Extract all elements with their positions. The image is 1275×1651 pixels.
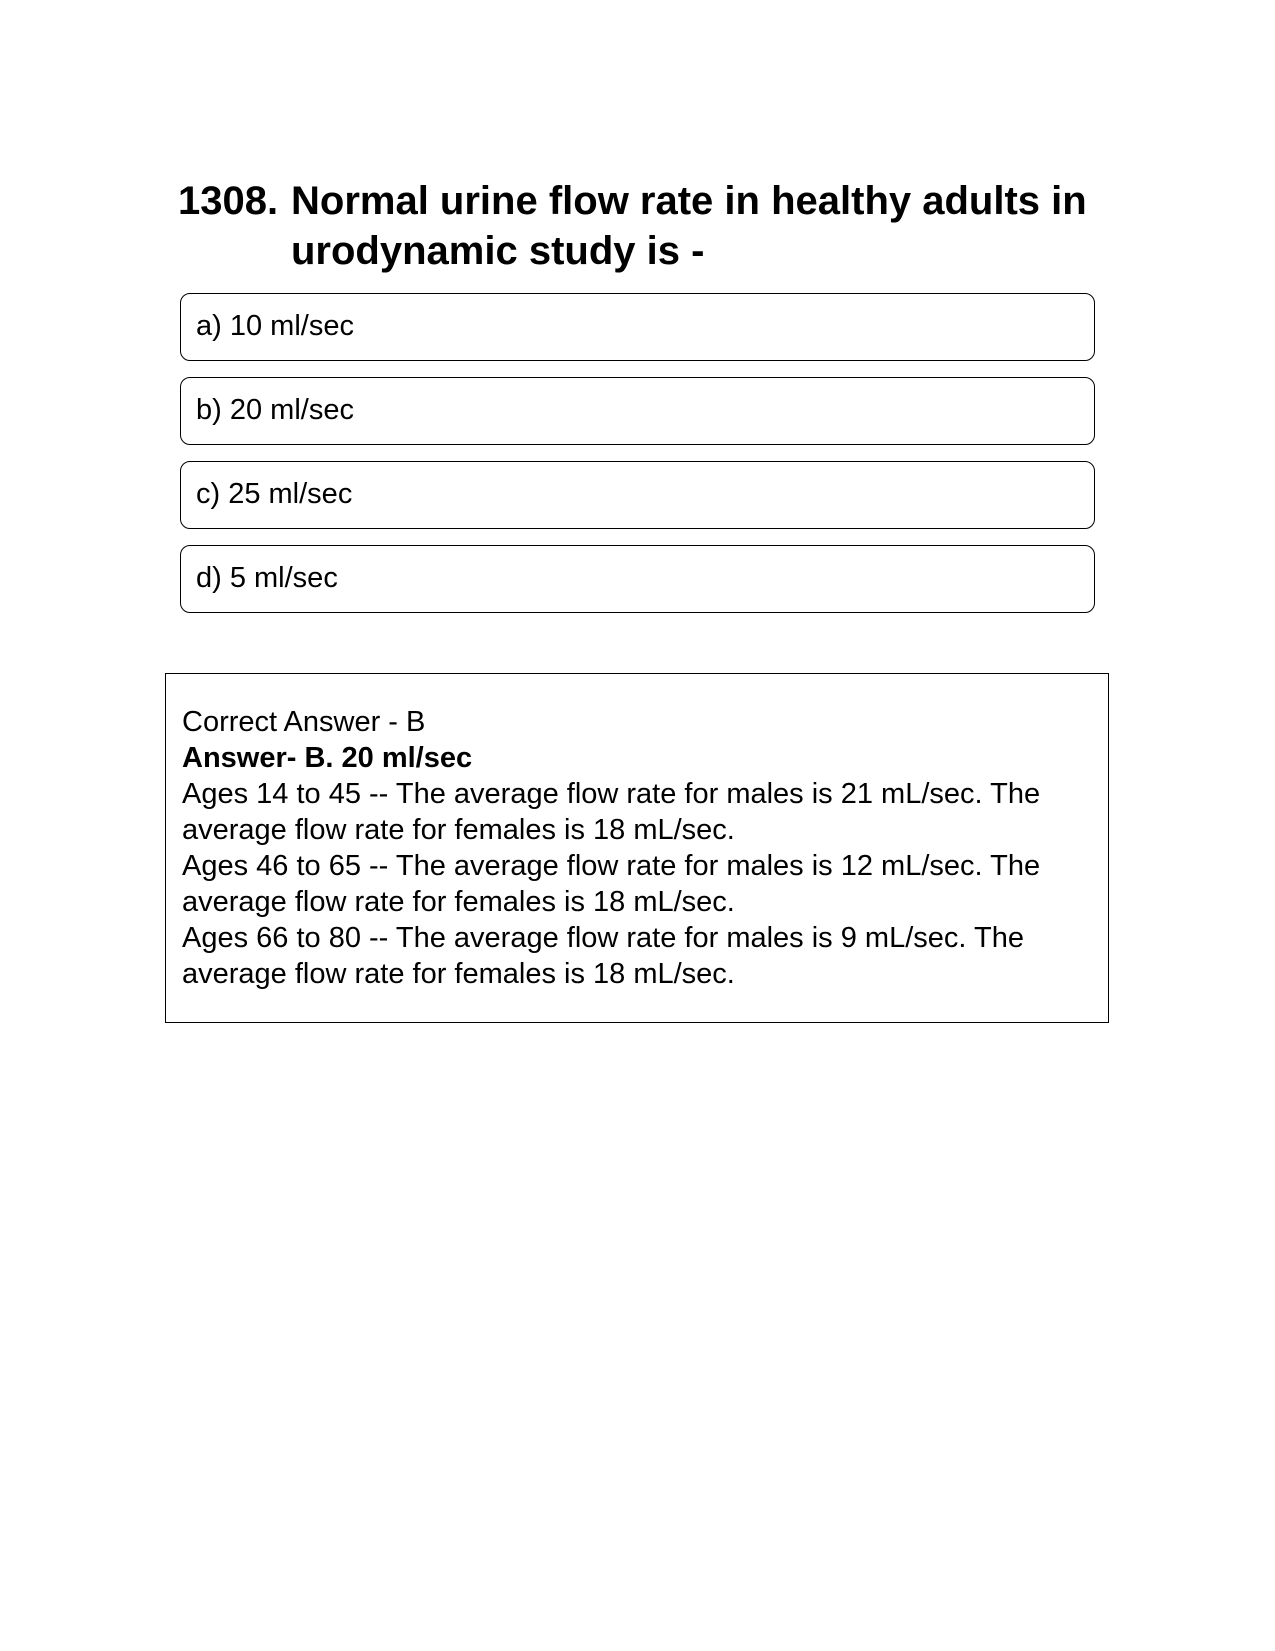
explanation-ages-14-45: Ages 14 to 45 -- The average flow rate for males is 21 mL/sec. The average flow rate for females is 18 mL/sec. [182,778,1041,846]
question-number: 1308. [178,179,279,223]
question-heading [178,176,1098,276]
option-b[interactable]: b) 20 ml/sec [180,377,1095,445]
option-c[interactable]: c) 25 ml/sec [180,461,1095,529]
question-text: Normal urine flow rate in healthy adults in urodynamic study is - [291,179,1087,273]
correct-answer-line: Correct Answer - B [182,706,426,738]
option-d[interactable]: d) 5 ml/sec [180,545,1095,613]
answer-box [165,673,1109,1023]
explanation-ages-46-65: Ages 46 to 65 -- The average flow rate for males is 12 mL/sec. The average flow rate for females is 18 mL/sec. [182,850,1041,918]
options-list [180,293,1095,629]
option-a[interactable]: a) 10 ml/sec [180,293,1095,361]
answer-heading: Answer- B. 20 ml/sec [182,742,473,774]
explanation-ages-66-80: Ages 66 to 80 -- The average flow rate for males is 9 mL/sec. The average flow rate for females is 18 mL/sec. [182,922,1024,990]
